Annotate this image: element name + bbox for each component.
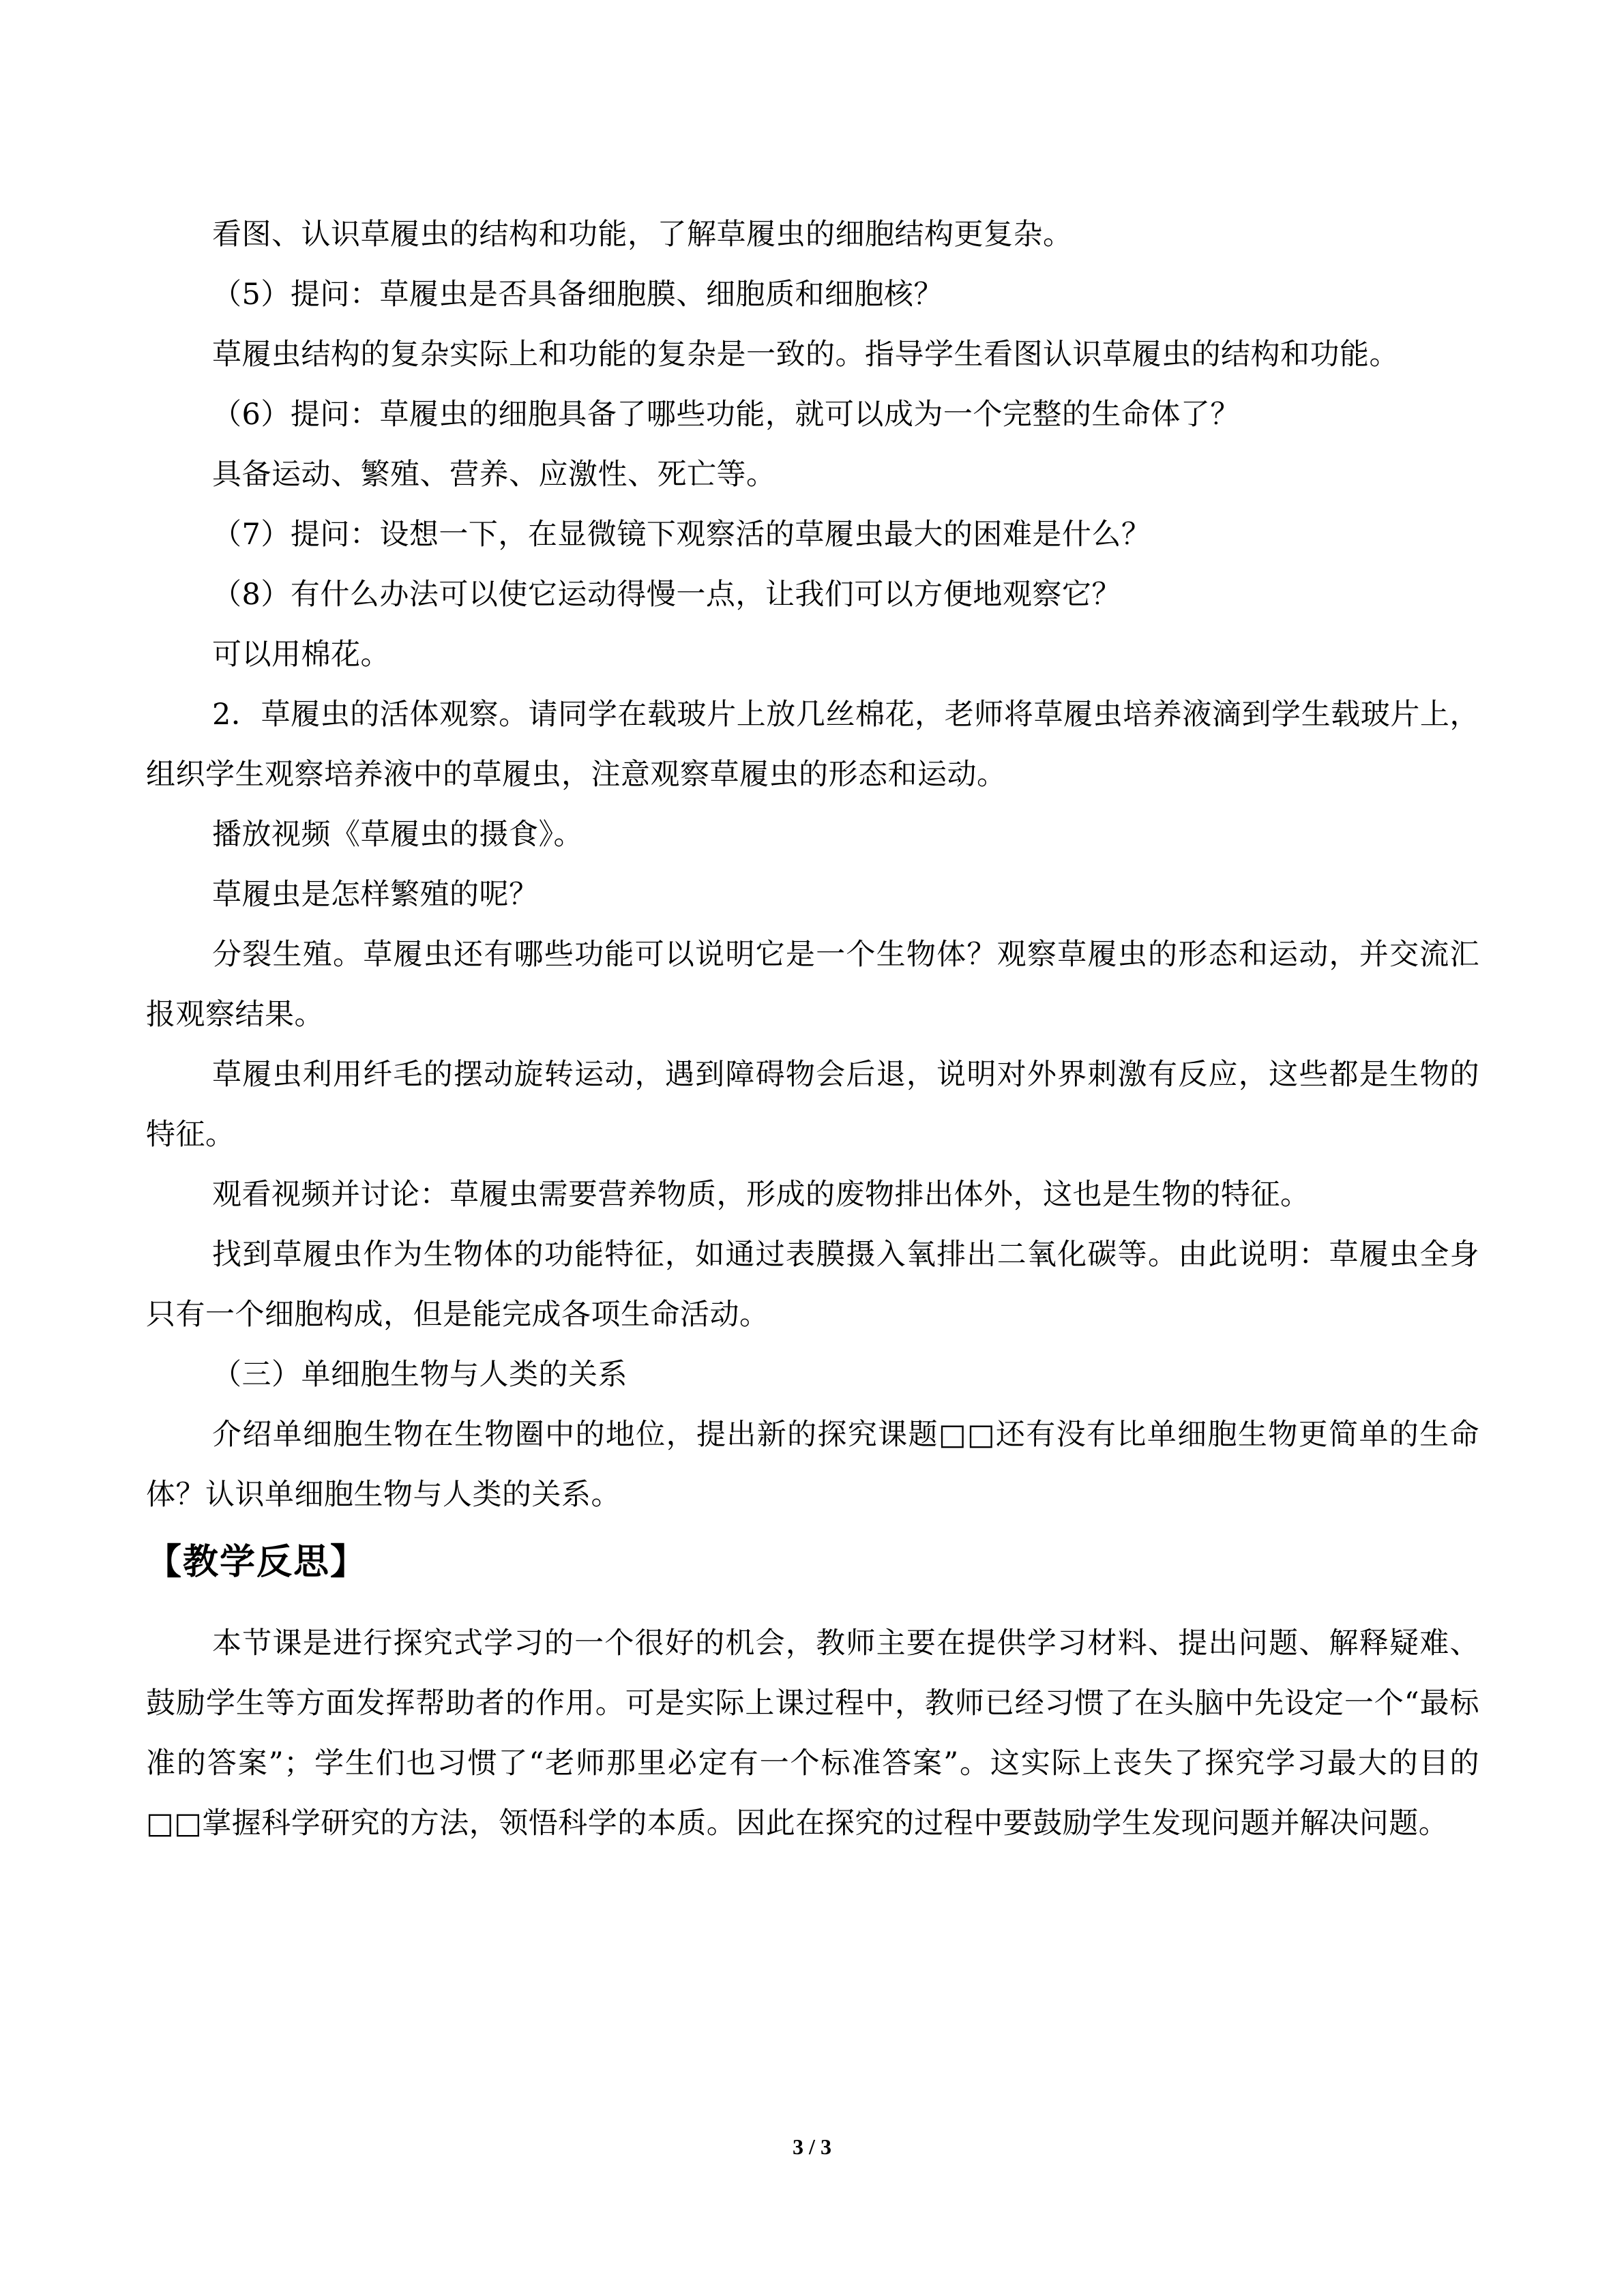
section-subheading: （三）单细胞生物与人类的关系	[212, 1358, 628, 1392]
paragraph: （8）有什么办法可以使它运动得慢一点，让我们可以方便地观察它？	[212, 578, 1121, 612]
paragraph: 草履虫结构的复杂实际上和功能的复杂是一致的。指导学生看图认识草履虫的结构和功能。	[212, 338, 1399, 372]
page-number: 3 / 3	[793, 2134, 831, 2159]
paragraph: 2．草履虫的活体观察。请同学在载玻片上放几丝棉花，老师将草履虫培养液滴到学生载玻片上，组织学生观察培养液中的草履虫，注意观察草履虫的形态和运动。	[146, 698, 1479, 792]
paragraph: （6）提问：草履虫的细胞具备了哪些功能，就可以成为一个完整的生命体了？	[212, 398, 1240, 432]
document-body	[146, 205, 1479, 1853]
paragraph: 具备运动、繁殖、营养、应激性、死亡等。	[212, 458, 776, 492]
paragraph: 看图、认识草履虫的结构和功能，了解草履虫的细胞结构更复杂。	[212, 218, 1073, 252]
section-heading-teaching-reflection: 【教学反思】	[146, 1542, 368, 1583]
paragraph: 播放视频《草履虫的摄食》。	[212, 818, 583, 852]
paragraph: 介绍单细胞生物在生物圈中的地位，提出新的探究课题□□还有没有比单细胞生物更简单的生命体？认识单细胞生物与人类的关系。	[146, 1418, 1479, 1512]
paragraph: 分裂生殖。草履虫还有哪些功能可以说明它是一个生物体？观察草履虫的形态和运动，并交流汇报观察结果。	[146, 938, 1479, 1032]
paragraph: 可以用棉花。	[212, 638, 390, 672]
paragraph: 观看视频并讨论：草履虫需要营养物质，形成的废物排出体外，这也是生物的特征。	[212, 1178, 1310, 1212]
paragraph: （5）提问：草履虫是否具备细胞膜、细胞质和细胞核？	[212, 278, 943, 312]
paragraph: 找到草履虫作为生物体的功能特征，如通过表膜摄入氧排出二氧化碳等。由此说明：草履虫全身只有一个细胞构成，但是能完成各项生命活动。	[146, 1238, 1479, 1332]
paragraph: 本节课是进行探究式学习的一个很好的机会，教师主要在提供学习材料、提出问题、解释疑难、鼓励学生等方面发挥帮助者的作用。可是实际上课过程中，教师已经习惯了在头脑中先设定一个“最标准的答案”；学生们也习惯了“老师那里必定有一个标准答案”。这实际上丧失了探究学习最大的目的□□掌握科学研究的方法，领悟科学的本质。因此在探究的过程中要鼓励学生发现问题并解决问题。	[146, 1626, 1479, 1840]
paragraph: 草履虫利用纤毛的摆动旋转运动，遇到障碍物会后退，说明对外界刺激有反应，这些都是生物的特征。	[146, 1058, 1479, 1152]
paragraph: 草履虫是怎样繁殖的呢？	[212, 878, 539, 912]
paragraph: （7）提问：设想一下，在显微镜下观察活的草履虫最大的困难是什么？	[212, 518, 1151, 552]
